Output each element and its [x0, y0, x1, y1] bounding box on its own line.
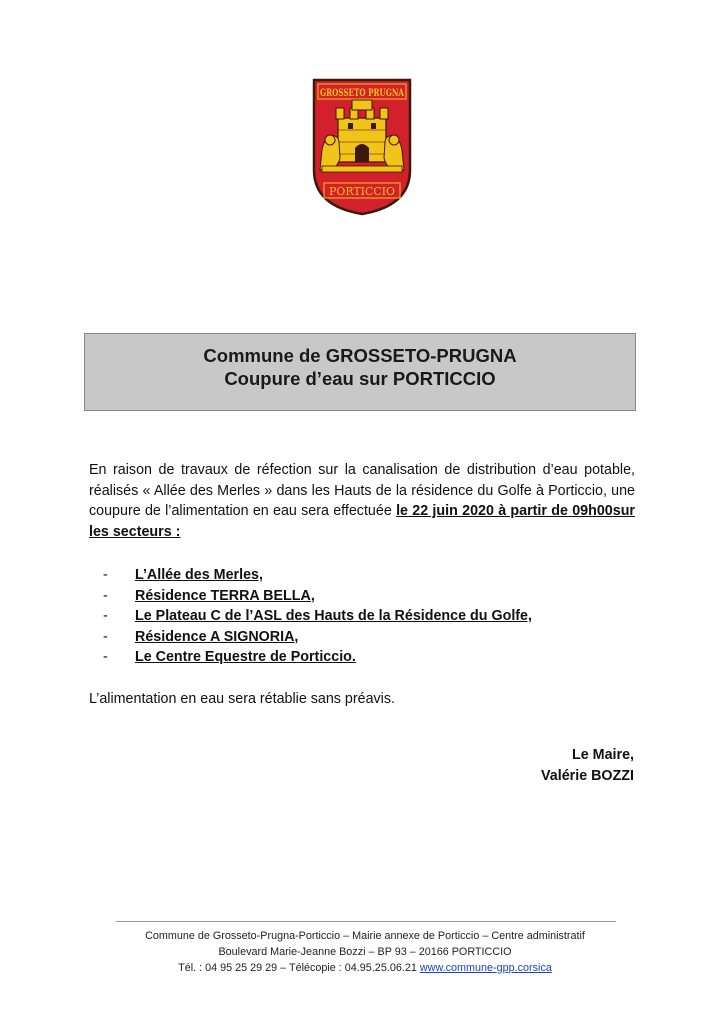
footer-contact-line: [90, 960, 640, 976]
notice-title-subject: Coupure d’eau sur PORTICCIO: [224, 368, 496, 389]
restore-notice: L’alimentation en eau sera rétablie sans préavis.: [89, 691, 395, 707]
sector-label: Le Plateau C de l’ASL des Hauts de la Résidence du Golfe,: [135, 608, 532, 625]
footer-divider: [116, 921, 616, 922]
notice-body-date-emphasis: le 22 juin 2020 à partir de 09h00sur les secteurs :: [89, 503, 635, 540]
list-item: - Résidence TERRA BELLA,: [103, 587, 315, 604]
list-item: - Le Centre Equestre de Porticcio.: [103, 649, 356, 666]
svg-text:PORTICCIO: PORTICCIO: [329, 185, 395, 198]
notice-title-commune: Commune de GROSSETO-PRUGNA: [203, 345, 517, 366]
signature-name: Valérie BOZZI: [541, 768, 634, 784]
signature-block: [541, 745, 634, 787]
list-item: - Résidence A SIGNORIA,: [103, 628, 299, 645]
signature-role: Le Maire,: [572, 747, 634, 763]
list-item: - L’Allée des Merles,: [103, 567, 263, 583]
footer-phone-fax: Tél. : 04 95 25 29 29 – Télécopie : 04.95.25.06.21: [178, 962, 420, 974]
notice-body-paragraph: [89, 460, 635, 542]
sector-label: Résidence A SIGNORIA,: [135, 628, 299, 645]
footer-contact: [90, 928, 640, 976]
notice-title-box: [84, 333, 636, 411]
list-item: - Le Plateau C de l’ASL des Hauts de la Résidence du Golfe,: [103, 608, 532, 625]
sector-label: Résidence TERRA BELLA,: [135, 587, 315, 604]
commune-crest-logo: [312, 78, 412, 216]
affected-sectors-list: [89, 565, 649, 668]
svg-text:GROSSETO PRUGNA: GROSSETO PRUGNA: [320, 87, 405, 99]
sector-label: L’Allée des Merles,: [135, 567, 263, 583]
website-link[interactable]: www.commune-gpp.corsica: [419, 962, 552, 974]
notice-body-intro: En raison de travaux de réfection sur la canalisation de distribution d’eau potable, réalisés « Allée des Merles » dans les Hauts de la résidence du Golfe à Porticcio, une coupure de l’alimentation en eau sera effectuée: [89, 462, 635, 519]
sector-label: Le Centre Equestre de Porticcio.: [135, 649, 356, 666]
footer-address-line2: Boulevard Marie-Jeanne Bozzi – BP 93 – 20166 PORTICCIO: [218, 946, 512, 958]
footer-address-line1: Commune de Grosseto-Prugna-Porticcio – Mairie annexe de Porticcio – Centre administratif: [145, 930, 585, 942]
